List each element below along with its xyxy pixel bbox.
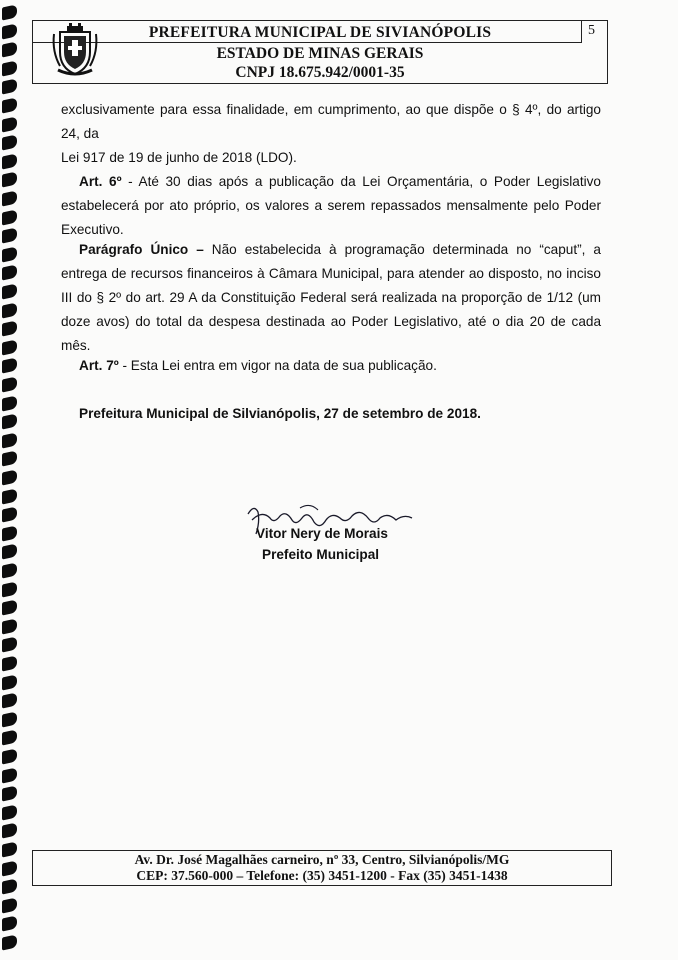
continuation-line-1: exclusivamente para essa finalidade, em cumprimento, ao que dispõe o § 4º, do artigo 24, da: [61, 102, 601, 141]
closing-line: Prefeitura Municipal de Silvianópolis, 27 de setembro de 2018.: [79, 406, 481, 421]
binding-hole: [2, 302, 17, 318]
binding-hole: [2, 655, 17, 671]
binding-hole: [2, 767, 17, 783]
binding-hole: [2, 60, 17, 76]
letterhead-cnpj: CNPJ 18.675.942/0001-35: [235, 64, 405, 81]
binding-hole: [2, 897, 17, 913]
article-6: [61, 170, 601, 242]
binding-hole: [2, 711, 17, 727]
binding-hole: [2, 841, 17, 857]
binding-hole: [2, 507, 17, 523]
binding-hole: [2, 4, 17, 20]
binding-hole: [2, 637, 17, 653]
binding-hole: [2, 321, 17, 337]
binding-hole: [2, 544, 17, 560]
paragrafo-unico: [61, 238, 601, 358]
binding-hole: [2, 562, 17, 578]
binding-hole: [2, 116, 17, 132]
binding-hole: [2, 786, 17, 802]
binding-hole: [2, 414, 17, 430]
binding-hole: [2, 432, 17, 448]
binding-hole: [2, 451, 17, 467]
binding-hole: [2, 674, 17, 690]
binding-hole: [2, 581, 17, 597]
binding-hole: [2, 804, 17, 820]
binding-hole: [2, 525, 17, 541]
paragraph-continuation: [61, 98, 601, 170]
article-7-text: - Esta Lei entra em vigor na data de sua publicação.: [118, 358, 437, 373]
letterhead-state: ESTADO DE MINAS GERAIS: [216, 45, 424, 62]
binding-hole: [2, 42, 17, 58]
binding-hole: [2, 246, 17, 262]
article-7: [61, 354, 601, 378]
binding-hole: [2, 358, 17, 374]
binding-hole: [2, 209, 17, 225]
binding-hole: [2, 339, 17, 355]
binding-hole: [2, 190, 17, 206]
binding-hole: [2, 823, 17, 839]
binding-hole: [2, 488, 17, 504]
paragrafo-unico-label: Parágrafo Único –: [79, 242, 204, 257]
binding-hole: [2, 135, 17, 151]
binding-hole: [2, 469, 17, 485]
binding-hole: [2, 97, 17, 113]
binding-hole: [2, 748, 17, 764]
binding-hole: [2, 916, 17, 932]
signatory-name: Vitor Nery de Morais: [256, 526, 388, 541]
article-7-label: Art. 7º: [79, 358, 119, 373]
binding-hole: [2, 376, 17, 392]
binding-hole: [2, 860, 17, 876]
binding-hole: [2, 934, 17, 950]
binding-hole: [2, 618, 17, 634]
paragrafo-unico-text: Não estabelecida à programação determinada no “caput”, a entrega de recursos financeiros à Câmara Municipal, para atender ao disposto, no inciso III do § 2º do art. 29 A da Constituição Federal será realizada na proporção de 1/12 (um doze avos) do total da despesa destinada ao Poder Legislativo, até o dia 20 de cada mês.: [61, 242, 601, 353]
footer-box: [32, 850, 612, 886]
binding-hole: [2, 265, 17, 281]
footer-contact: CEP: 37.560-000 – Telefone: (35) 3451-1200 - Fax (35) 3451-1438: [136, 868, 508, 883]
binding-hole: [2, 879, 17, 895]
page-number: 5: [588, 23, 595, 38]
letterhead-title: PREFEITURA MUNICIPAL DE SIVIANÓPOLIS: [148, 24, 492, 41]
binding-hole: [2, 395, 17, 411]
binding-holes: [0, 0, 22, 960]
binding-hole: [2, 79, 17, 95]
article-6-text: - Até 30 dias após a publicação da Lei Orçamentária, o Poder Legislativo estabelecerá por ato próprio, os valores a serem repassados mensalmente pelo Poder Executivo.: [61, 174, 601, 237]
binding-hole: [2, 23, 17, 39]
binding-hole: [2, 283, 17, 299]
binding-hole: [2, 693, 17, 709]
continuation-line-2: Lei 917 de 19 de junho de 2018 (LDO).: [61, 150, 297, 165]
footer-address: Av. Dr. José Magalhães carneiro, nº 33, Centro, Silvianópolis/MG: [134, 852, 510, 867]
municipal-crest-icon: [50, 22, 100, 76]
binding-hole: [2, 172, 17, 188]
binding-hole: [2, 153, 17, 169]
binding-hole: [2, 600, 17, 616]
signatory-role: Prefeito Municipal: [262, 547, 380, 562]
binding-hole: [2, 730, 17, 746]
article-6-label: Art. 6º: [79, 174, 122, 189]
binding-hole: [2, 228, 17, 244]
